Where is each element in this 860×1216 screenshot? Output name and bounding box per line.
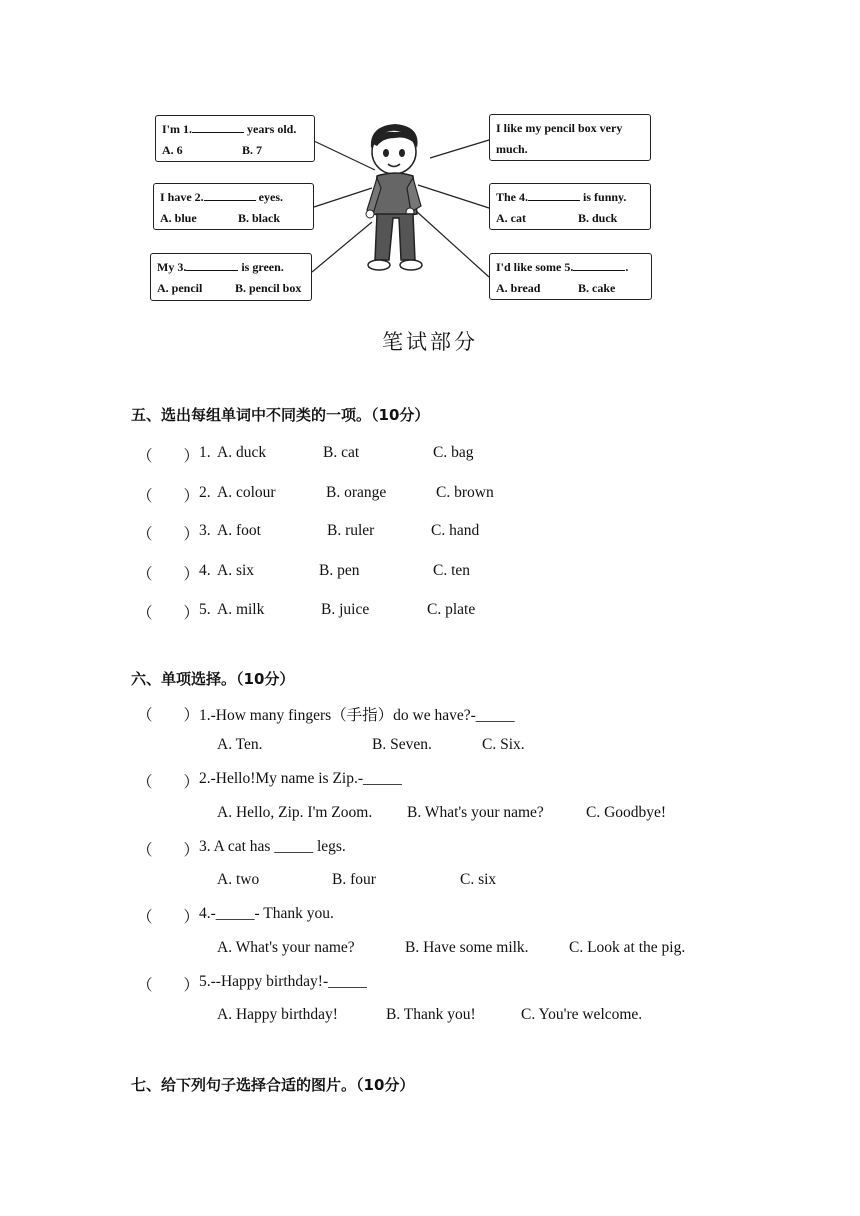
- item-number: 4.: [199, 562, 211, 579]
- answer-paren[interactable]: （ ）: [137, 566, 200, 583]
- option-a: A. Ten.: [217, 736, 263, 753]
- boy-illustration: [355, 118, 435, 278]
- option-b: B. duck: [578, 211, 618, 225]
- option-c: C. Six.: [482, 736, 525, 753]
- box-text: I'd like some: [496, 260, 565, 274]
- answer-paren[interactable]: （ ）: [137, 605, 200, 622]
- answer-blank[interactable]: [192, 120, 244, 133]
- option-b: B. pen: [319, 562, 360, 579]
- answer-paren[interactable]: （ ）: [137, 448, 200, 465]
- section-6-heading: 六、单项选择。（10分）: [131, 670, 295, 688]
- box-number: 2.: [194, 190, 204, 204]
- option-a: A. Hello, Zip. I'm Zoom.: [217, 804, 373, 821]
- question-text: 3. A cat has _____ legs.: [199, 838, 346, 855]
- option-c: C. hand: [431, 522, 480, 539]
- option-b: B. cake: [578, 281, 616, 295]
- option-a: A. duck: [217, 444, 267, 461]
- option-b: B. Seven.: [372, 736, 432, 753]
- box-text: is funny.: [580, 190, 627, 204]
- box-text: The: [496, 190, 520, 204]
- answer-paren[interactable]: （ ）: [137, 526, 200, 543]
- option-b: B. 7: [242, 143, 263, 157]
- answer-paren[interactable]: （ ）: [137, 909, 200, 926]
- answer-paren[interactable]: （ ）: [137, 774, 200, 791]
- question-text: 2.-Hello!My name is Zip.-_____: [199, 770, 402, 787]
- answer-blank[interactable]: [573, 258, 625, 271]
- answer-blank[interactable]: [528, 188, 580, 201]
- option-a: A. six: [217, 562, 255, 579]
- question-text: 4.-_____- Thank you.: [199, 905, 334, 922]
- option-b: B. four: [332, 871, 376, 888]
- item-number: 1.: [199, 444, 211, 461]
- item-number: 5.: [199, 601, 211, 618]
- option-c: C. six: [460, 871, 497, 888]
- answer-paren[interactable]: （ ）: [137, 977, 200, 994]
- answer-blank[interactable]: [204, 188, 256, 201]
- option-a: A. 6: [162, 143, 183, 157]
- box-text: much.: [496, 142, 528, 156]
- option-a: A. milk: [217, 601, 265, 618]
- item-number: 2.: [199, 484, 211, 501]
- option-b: B. What's your name?: [407, 804, 544, 821]
- match-box-5: [489, 183, 651, 230]
- answer-paren[interactable]: （ ）: [137, 842, 200, 859]
- match-box-1: [155, 115, 315, 162]
- option-b: B. Have some milk.: [405, 939, 529, 956]
- option-c: C. Look at the pig.: [569, 939, 686, 956]
- box-number: 3.: [177, 260, 187, 274]
- match-box-4: [489, 114, 651, 161]
- question-text: 1.-How many fingers（手指）do we have?-_____: [199, 707, 515, 724]
- option-a: A. blue: [160, 211, 197, 225]
- option-c: C. plate: [427, 601, 476, 618]
- option-a: A. bread: [496, 281, 541, 295]
- box-number: 5.: [564, 260, 574, 274]
- option-c: C. You're welcome.: [521, 1006, 643, 1023]
- answer-paren[interactable]: （ ）: [137, 488, 200, 505]
- item-number: 3.: [199, 522, 211, 539]
- box-number: 1.: [183, 122, 192, 136]
- option-a: A. cat: [496, 211, 526, 225]
- box-text: My: [157, 260, 178, 274]
- section-5-heading: 五、选出每组单词中不同类的一项。（10分）: [131, 406, 430, 424]
- option-b: B. cat: [323, 444, 360, 461]
- match-box-6: [489, 253, 652, 300]
- box-number: 4.: [519, 190, 529, 204]
- option-c: C. Goodbye!: [586, 804, 667, 821]
- option-c: C. bag: [433, 444, 474, 461]
- box-text: eyes.: [255, 190, 283, 204]
- match-box-3: [150, 253, 312, 301]
- box-text: .: [625, 260, 629, 274]
- option-b: B. pencil box: [235, 281, 302, 295]
- section-7-heading: 七、给下列句子选择合适的图片。（10分）: [131, 1076, 415, 1094]
- answer-paren[interactable]: （ ）: [137, 707, 200, 724]
- match-box-2: [153, 183, 314, 230]
- option-c: C. brown: [436, 484, 494, 501]
- option-b: B. juice: [321, 601, 370, 618]
- option-b: B. Thank you!: [386, 1006, 476, 1023]
- option-a: A. two: [217, 871, 260, 888]
- box-text: is green.: [238, 260, 284, 274]
- option-a: A. Happy birthday!: [217, 1006, 338, 1023]
- box-text: I like my pencil box very: [496, 121, 623, 135]
- option-b: B. black: [238, 211, 281, 225]
- box-text: I have: [160, 190, 195, 204]
- option-a: A. What's your name?: [217, 939, 355, 956]
- box-text: years old.: [244, 122, 297, 136]
- option-a: A. pencil: [157, 281, 203, 295]
- option-b: B. ruler: [327, 522, 375, 539]
- answer-blank[interactable]: [186, 258, 238, 271]
- option-b: B. orange: [326, 484, 387, 501]
- option-a: A. foot: [217, 522, 261, 539]
- box-text: I'm: [162, 122, 183, 136]
- option-a: A. colour: [217, 484, 276, 501]
- page-title: 笔试部分: [382, 330, 478, 354]
- question-text: 5.--Happy birthday!-_____: [199, 973, 367, 990]
- option-c: C. ten: [433, 562, 471, 579]
